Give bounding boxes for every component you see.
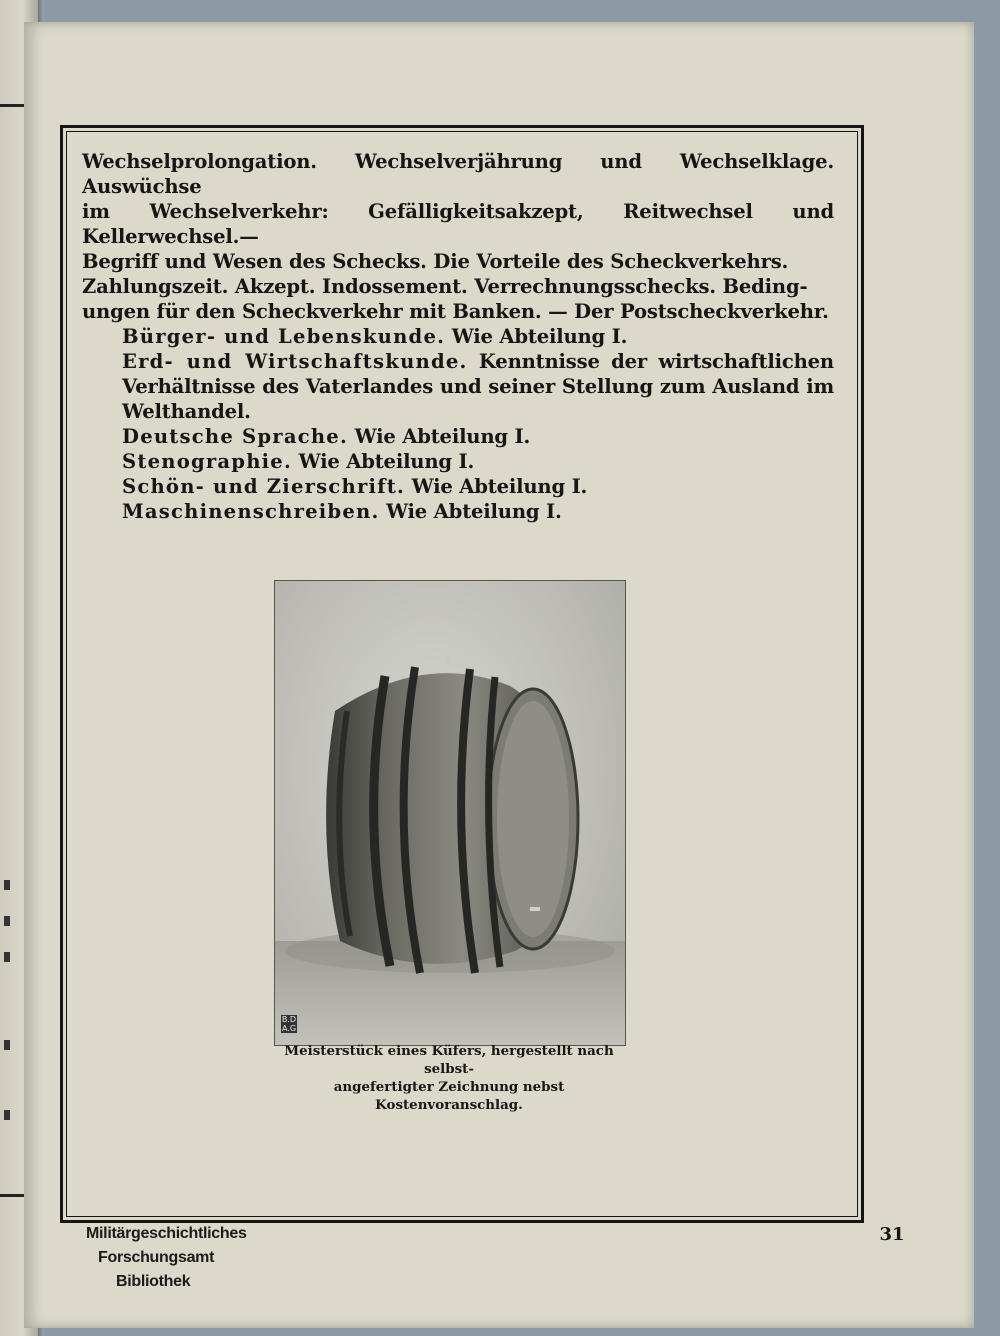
section-heading: Schön- und Zierschrift. — [122, 475, 406, 498]
logo-line: B.D — [281, 1015, 297, 1024]
library-stamp — [86, 1222, 266, 1294]
section-heading: Bürger- und Lebenskunde. — [122, 325, 446, 348]
text-line: ungen für den Scheckverkehr mit Banken. — Der Postscheckverkehr. — [82, 300, 829, 323]
section-heading: Erd- und Wirtschaftskunde. — [122, 350, 468, 373]
book-page — [24, 22, 974, 1328]
text-line: Zahlungszeit. Akzept. Indossement. Verrechnungsschecks. Beding- — [82, 275, 808, 298]
stamp-line: Forschungsamt — [98, 1249, 215, 1266]
facing-page-mark — [4, 1040, 10, 1050]
section-body: Wie Abteilung I. — [411, 475, 588, 498]
section-stenographie — [82, 449, 834, 474]
facing-page-mark — [4, 1110, 10, 1120]
section-heading: Maschinenschreiben. — [122, 500, 380, 523]
text-line: Wechselprolongation. Wechselverjährung und Wechselklage. Auswüchse — [82, 150, 834, 198]
section-body: Wie Abteilung I. — [386, 500, 562, 523]
photo-caption — [274, 1042, 624, 1114]
logo-line: A.G — [281, 1024, 297, 1033]
section-heading: Deutsche Sprache. — [122, 425, 348, 448]
stamp-line: Bibliothek — [116, 1273, 191, 1290]
section-body: Wie Abteilung I. — [298, 450, 475, 473]
section-heading: Stenographie. — [122, 450, 292, 473]
barrel-photo — [274, 580, 626, 1046]
section-body: Wie Abteilung I. — [354, 425, 531, 448]
text-line: Begriff und Wesen des Schecks. Die Vorteile des Scheckverkehrs. — [82, 250, 789, 273]
facing-page-mark — [4, 916, 10, 926]
text-line: im Wechselverkehr: Gefälligkeitsakzept, Reitwechsel und Kellerwechsel.— — [82, 200, 834, 248]
section-erdkunde — [82, 349, 834, 424]
barrel-illustration — [275, 581, 625, 1045]
section-body: Kenntnisse der wirtschaftlichen Verhältnisse des Vaterlandes und seiner Stellung zum Ausland im Welthandel. — [122, 350, 834, 423]
section-burgerkunde — [82, 324, 834, 349]
section-schoenschrift — [82, 474, 834, 499]
section-body: Wie Abteilung I. — [451, 325, 628, 348]
photo-agency-logo — [281, 1015, 297, 1033]
page-number: 31 — [879, 1224, 905, 1245]
caption-line: Meisterstück eines Küfers, hergestellt nach selbst- — [284, 1043, 614, 1077]
main-text — [82, 149, 834, 524]
facing-page-mark — [4, 880, 10, 890]
section-maschinenschreiben — [82, 499, 834, 524]
facing-page-mark — [4, 952, 10, 962]
section-deutsch — [82, 424, 834, 449]
stamp-line: Militärgeschichtliches — [86, 1225, 247, 1242]
caption-line: angefertigter Zeichnung nebst Kostenvoranschlag. — [333, 1079, 565, 1113]
